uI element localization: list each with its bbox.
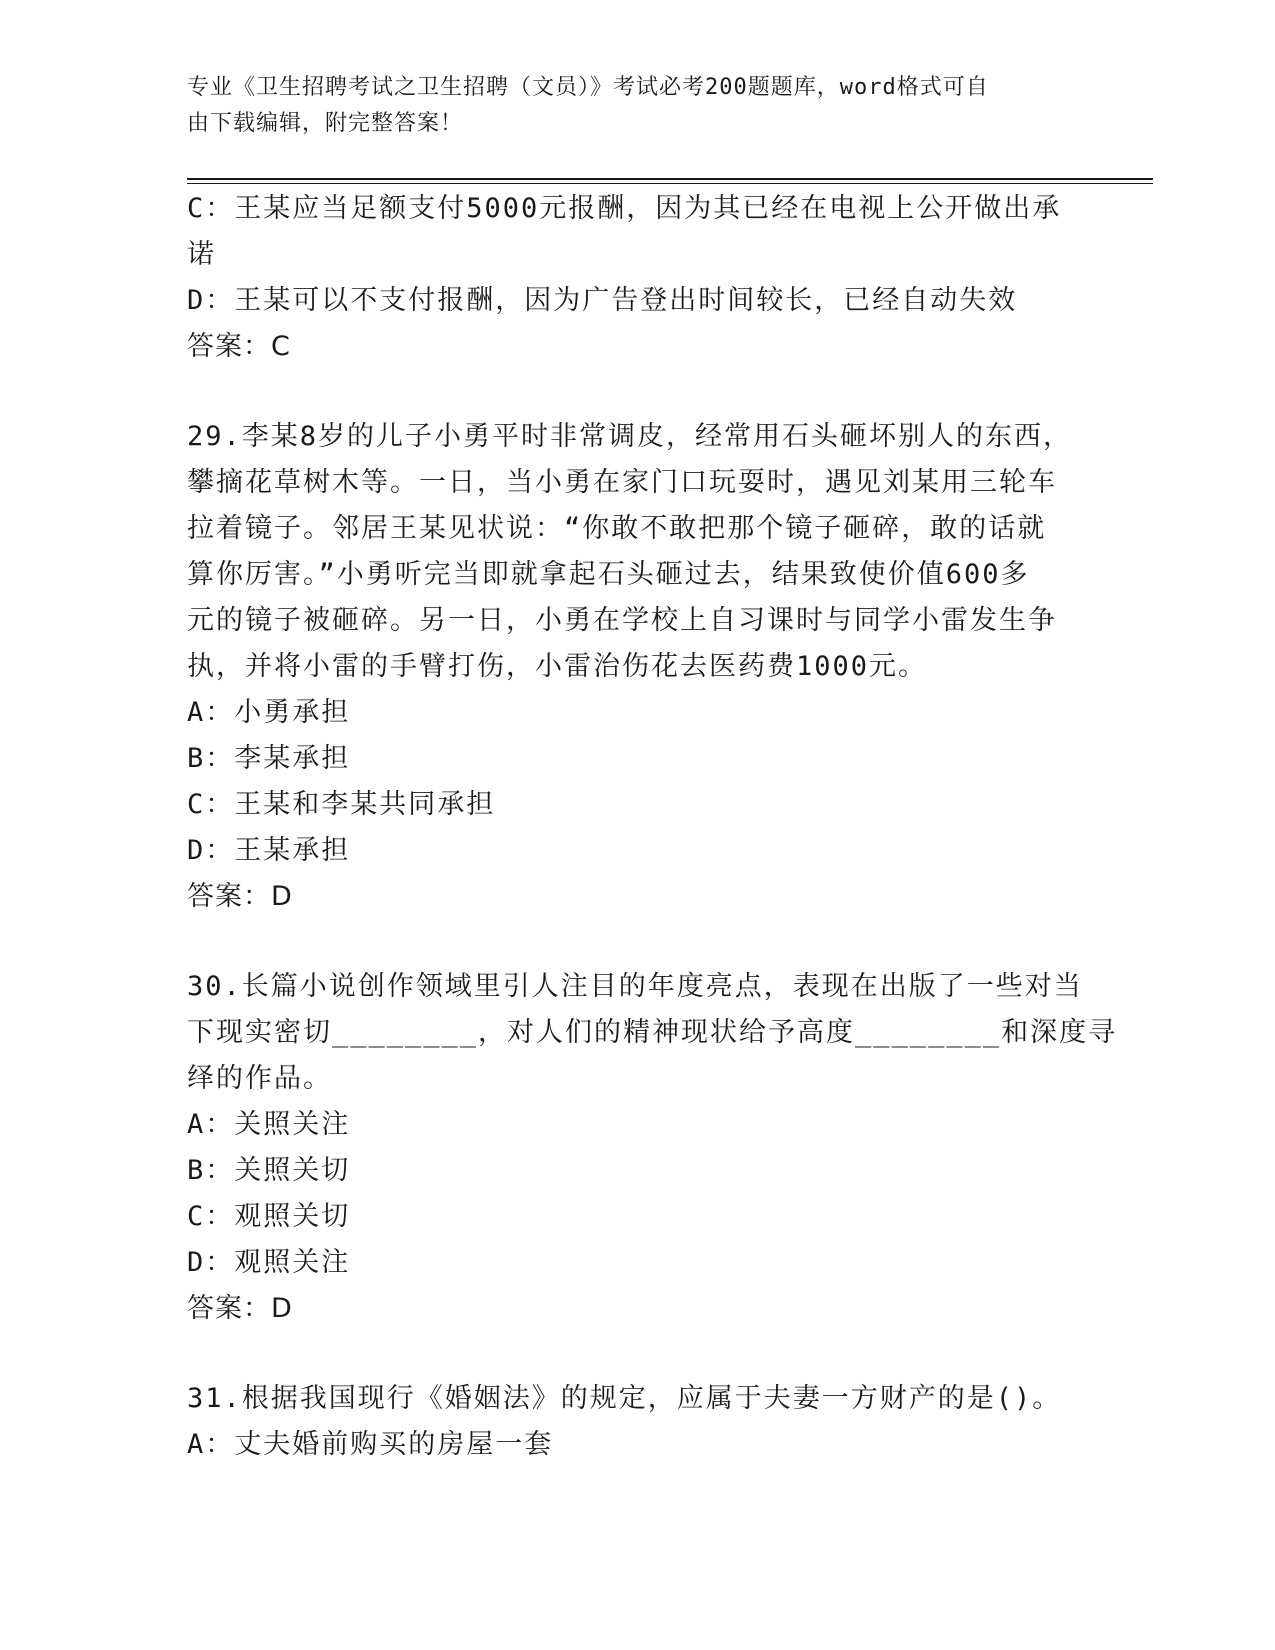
question-stem-line: 30.长篇小说创作领域里引人注目的年度亮点，表现在出版了一些对当: [187, 971, 1083, 1002]
question-stem-line: 下现实密切________，对人们的精神现状给予高度________和深度寻: [187, 1017, 1118, 1048]
question-stem-line: 绎的作品。: [187, 1063, 332, 1094]
answer: 答案：D: [187, 881, 293, 912]
option-c: C：观照关切: [187, 1201, 351, 1232]
question-29: [187, 414, 1087, 920]
option-c-continued: 诺: [187, 239, 216, 270]
header-rule-thick: [187, 178, 1153, 180]
spacer: [187, 920, 1087, 964]
answer: 答案：D: [187, 1293, 293, 1324]
question-31: [187, 1376, 1087, 1468]
question-stem-line: 31.根据我国现行《婚姻法》的规定，应属于夫妻一方财产的是()。: [187, 1383, 1062, 1414]
spacer: [187, 370, 1087, 414]
answer: 答案：C: [187, 331, 291, 362]
spacer: [187, 1332, 1087, 1376]
option-c: C：王某应当足额支付5000元报酬，因为其已经在电视上公开做出承: [187, 193, 1062, 224]
option-a: A：小勇承担: [187, 697, 351, 728]
option-a: A：关照关注: [187, 1109, 351, 1140]
question-stem-line: 拉着镜子。邻居王某见状说：“你敢不敢把那个镜子砸碎，敢的话就: [187, 513, 1047, 544]
question-content: [187, 186, 1118, 1468]
option-b: B：李某承担: [187, 743, 351, 774]
question-stem-line: 元的镜子被砸碎。另一日，小勇在学校上自习课时与同学小雷发生争: [187, 605, 1057, 636]
question-stem-line: 29.李某8岁的儿子小勇平时非常调皮，经常用石头砸坏别人的东西，: [187, 421, 1073, 452]
option-d: D：观照关注: [187, 1247, 351, 1278]
option-d: D：王某可以不支付报酬，因为广告登出时间较长，已经自动失效: [187, 285, 1018, 316]
header-line-2: 由下载编辑，附完整答案！: [187, 111, 464, 136]
previous-question: [187, 186, 1087, 370]
header-rule-thin: [187, 183, 1153, 184]
question-stem-line: 攀摘花草树木等。一日，当小勇在家门口玩耍时，遇见刘某用三轮车: [187, 467, 1057, 498]
option-c: C：王某和李某共同承担: [187, 789, 496, 820]
question-stem-line: 算你厉害。”小勇听完当即就拿起石头砸过去，结果致使价值600多: [187, 559, 1030, 590]
question-30: [187, 964, 1118, 1332]
option-a: A：丈夫婚前购买的房屋一套: [187, 1429, 554, 1460]
header-line-1: 专业《卫生招聘考试之卫生招聘（文员）》考试必考200题题库，word格式可自: [187, 75, 989, 100]
document-header: [187, 70, 1067, 142]
option-d: D：王某承担: [187, 835, 351, 866]
question-stem-line: 执，并将小雷的手臂打伤，小雷治伤花去医药费1000元。: [187, 651, 928, 682]
option-b: B：关照关切: [187, 1155, 351, 1186]
